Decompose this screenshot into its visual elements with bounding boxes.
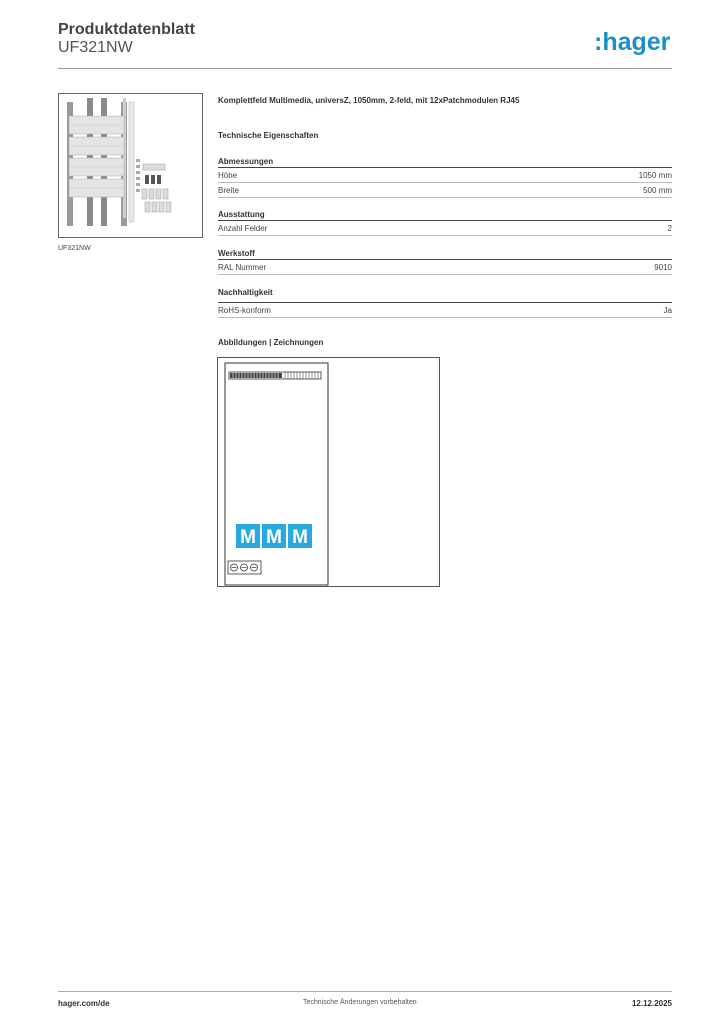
product-code: UF321NW [58, 39, 133, 56]
group-title-werkstoff: Werkstoff [218, 249, 255, 258]
spec-value: 1050 mm [638, 171, 672, 180]
footer-divider [58, 991, 672, 992]
drawings-section-title: Abbildungen | Zeichnungen [218, 338, 324, 347]
product-description: Komplettfeld Multimedia, universZ, 1050mm, 2-feld, mit 12xPatchmodulen RJ45 [218, 96, 520, 105]
row-divider [218, 317, 672, 318]
row-divider [218, 197, 672, 198]
product-description-block [218, 96, 672, 105]
row-divider [218, 235, 672, 236]
spec-row-hoehe [218, 168, 672, 182]
spec-label: RoHS-konform [218, 306, 271, 315]
product-image-caption: UF321NW [58, 245, 91, 252]
group-title-ausstattung: Ausstattung [218, 210, 265, 219]
spec-row-anzahl-felder [218, 221, 672, 235]
spec-value: Ja [663, 306, 672, 315]
spec-label: Anzahl Felder [218, 224, 268, 233]
spec-value: 9010 [654, 263, 672, 272]
footer-website-link[interactable]: hager.com/de [58, 999, 110, 1008]
product-image [58, 93, 203, 238]
module-m-2-letter: M [266, 527, 282, 548]
page-title: Produktdatenblatt [58, 21, 195, 38]
spec-row-ral-nummer [218, 260, 672, 274]
header-divider [58, 68, 672, 69]
footer-date: 12.12.2025 [631, 999, 672, 1008]
spec-value: 2 [667, 224, 672, 233]
spec-row-breite [218, 183, 672, 197]
spec-label: Breite [218, 186, 239, 195]
row-divider [218, 274, 672, 275]
spec-row-rohs [218, 303, 672, 317]
hager-logo-text: :hager [594, 28, 671, 56]
spec-label: Höhe [218, 171, 238, 180]
group-title-abmessungen: Abmessungen [218, 157, 274, 166]
technical-section-title: Technische Eigenschaften [218, 131, 319, 140]
spec-label: RAL Nummer [218, 263, 267, 272]
module-m-1-letter: M [240, 527, 256, 548]
technical-drawing-svg [218, 358, 439, 586]
group-title-nachhaltigkeit: Nachhaltigkeit [218, 288, 273, 297]
technical-drawing [217, 357, 440, 587]
product-illustration [59, 94, 202, 237]
footer-notice: Technische Änderungen vorbehalten [303, 999, 417, 1006]
hager-logo [594, 26, 676, 58]
spec-value: 500 mm [643, 186, 672, 195]
module-m-3-letter: M [292, 527, 308, 548]
